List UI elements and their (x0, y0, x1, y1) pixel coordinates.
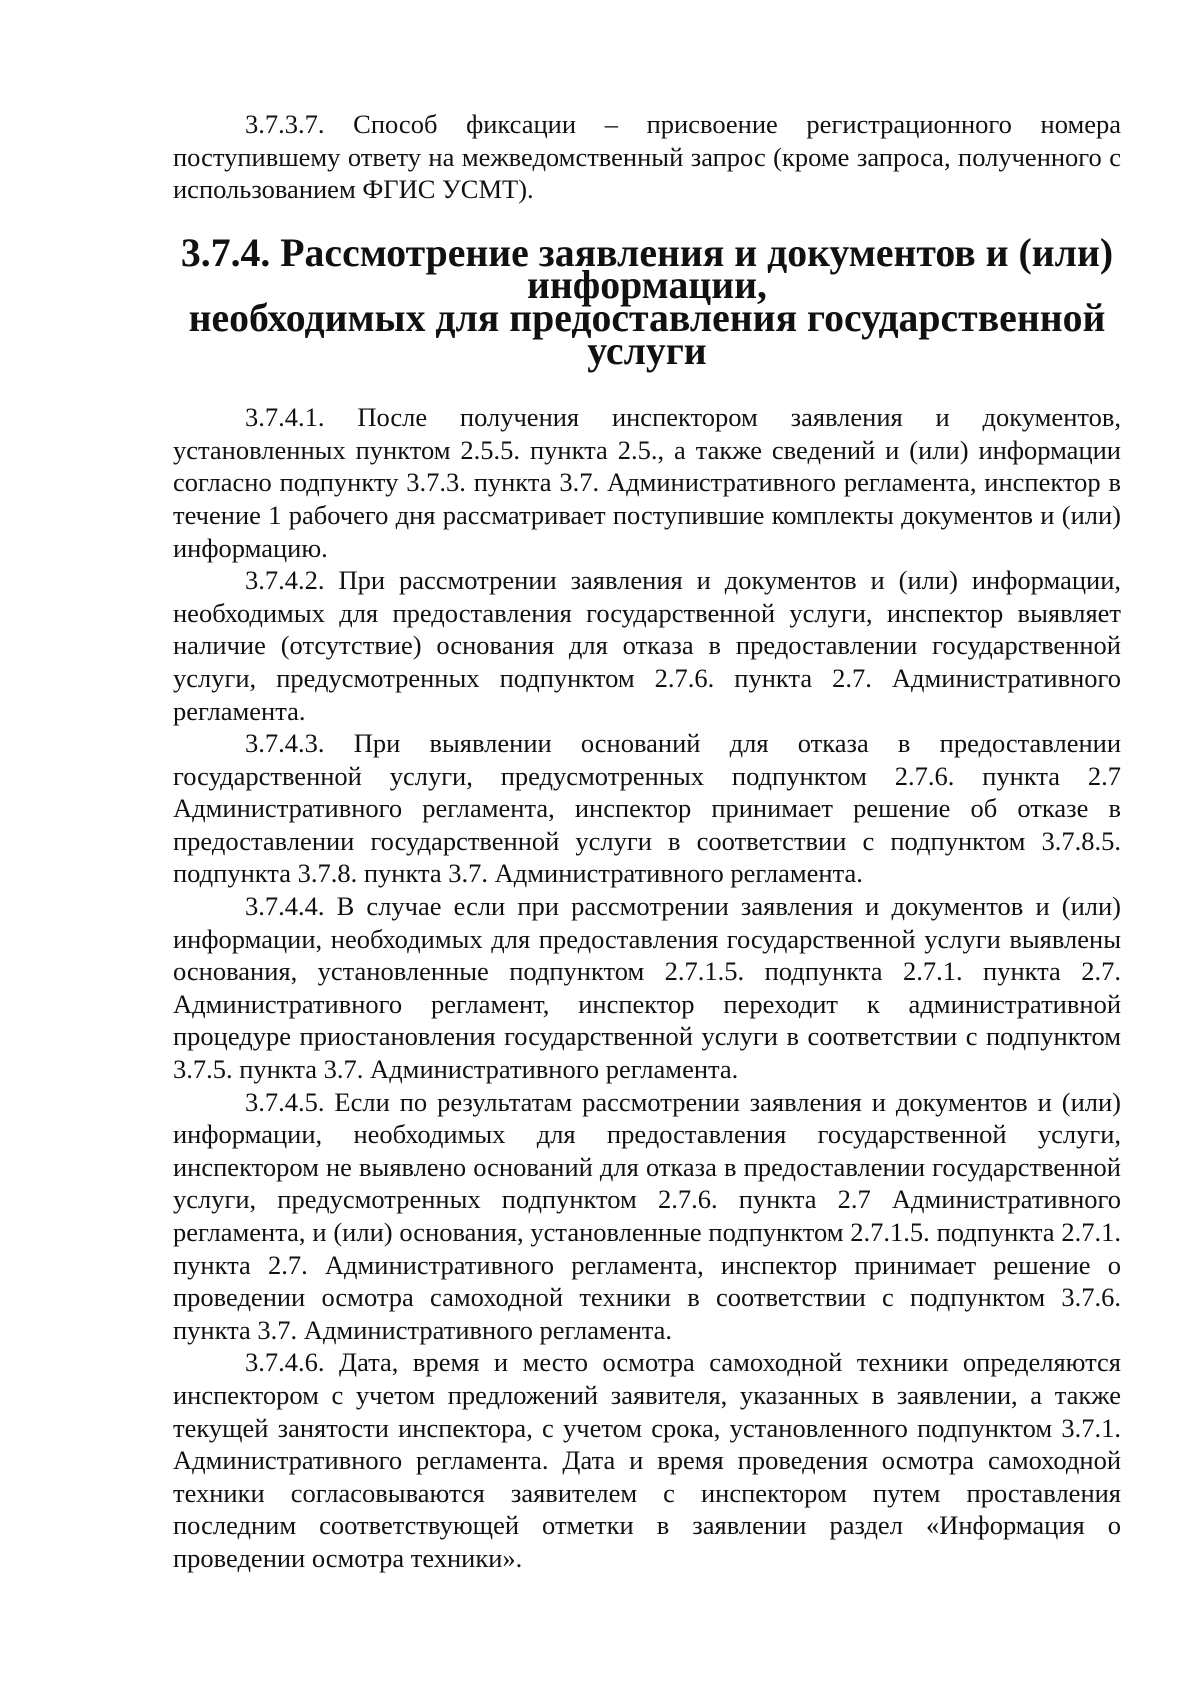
paragraph-3-7-4-6: 3.7.4.6. Дата, время и место осмотра самоходной техники определяются инспектором с учетом предложений заявителя, указанных в заявлении, а также текущей занятости инспектора, с учетом срока, установленного подпунктом 3.7.1. Административного регламента. Дата и время проведения осмотра самоходной техники согласовываются заявителем с инспектором путем проставления последним соответствующей отметки в заявлении раздел «Информация о проведении осмотра техники». (173, 1347, 1121, 1573)
paragraph-3-7-4-2: 3.7.4.2. При рассмотрении заявления и документов и (или) информации, необходимых для предоставления государственной услуги, инспектор выявляет наличие (отсутствие) основания для отказа в предоставлении государственной услуги, предусмотренных подпунктом 2.7.6. пункта 2.7. Административного регламента. (173, 565, 1121, 726)
section-heading-line-1: 3.7.4. Рассмотрение заявления и документов и (или) информации, (180, 230, 1114, 308)
section-heading-line-2: необходимых для предоставления государственной услуги (188, 295, 1106, 373)
paragraph-3-7-4-4: 3.7.4.4. В случае если при рассмотрении заявления и документов и (или) информации, необходимых для предоставления государственной услуги выявлены основания, установленные подпунктом 2.7.1.5. подпункта 2.7.1. пункта 2.7. Административного регламент, инспектор переходит к административной процедуре приостановления государственной услуги в соответствии с подпунктом 3.7.5. пункта 3.7. Административного регламента. (173, 891, 1121, 1085)
document-page (173, 108, 1121, 1575)
paragraph-3-7-3-7: 3.7.3.7. Способ фиксации – присвоение регистрационного номера поступившему ответу на межведомственный запрос (кроме запроса, полученного с использованием ФГИС УСМТ). (173, 109, 1121, 205)
paragraph-3-7-4-1: 3.7.4.1. После получения инспектором заявления и документов, установленных пунктом 2.5.5. пункта 2.5., а также сведений и (или) информации согласно подпункту 3.7.3. пункта 3.7. Административного регламента, инспектор в течение 1 рабочего дня рассматривает поступившие комплекты документов и (или) информацию. (173, 402, 1121, 563)
section-heading-3-7-4 (173, 230, 1121, 373)
paragraph-3-7-4-5: 3.7.4.5. Если по результатам рассмотрении заявления и документов и (или) информации, необходимых для предоставления государственной услуги, инспектором не выявлено оснований для отказа в предоставлении государственной услуги, предусмотренных подпунктом 2.7.6. пункта 2.7 Административного регламента, и (или) основания, установленные подпунктом 2.7.1.5. подпункта 2.7.1. пункта 2.7. Административного регламента, инспектор принимает решение о проведении осмотра самоходной техники в соответствии с подпунктом 3.7.6. пункта 3.7. Административного регламента. (173, 1086, 1121, 1345)
paragraph-3-7-4-3: 3.7.4.3. При выявлении оснований для отказа в предоставлении государственной услуги, предусмотренных подпунктом 2.7.6. пункта 2.7 Административного регламента, инспектор принимает решение об отказе в предоставлении государственной услуги в соответствии с подпунктом 3.7.8.5. подпункта 3.7.8. пункта 3.7. Административного регламента. (173, 728, 1121, 889)
